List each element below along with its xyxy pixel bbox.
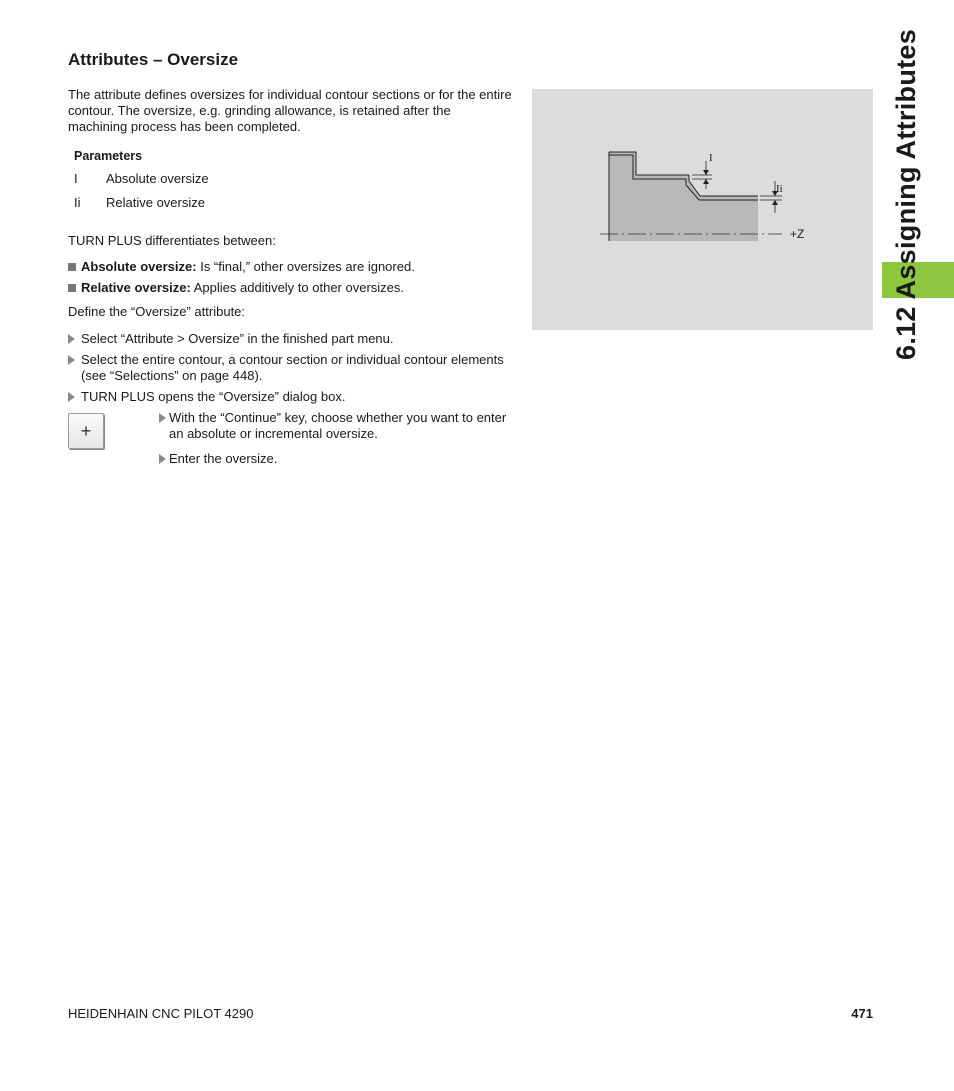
page-number: 471 [851, 1006, 873, 1021]
procedure-lead: Define the “Oversize” attribute: [68, 304, 246, 319]
bullet-text: Is “final,” other oversizes are ignored. [196, 259, 415, 274]
label-z-axis: +Z [790, 227, 805, 241]
step-text: Enter the oversize. [169, 451, 278, 466]
step-text: With the “Continue” key, choose whether you want to enter an absolute or incremental oversize. [169, 410, 507, 441]
square-bullet-icon [68, 284, 76, 292]
bullet-term: Relative oversize: [81, 280, 191, 295]
step-text: TURN PLUS opens the “Oversize” dialog box. [81, 389, 346, 404]
parameter-row [74, 171, 374, 187]
oversize-figure [532, 89, 873, 330]
procedure-step [68, 331, 508, 347]
contour-diagram [532, 89, 873, 330]
section-title: Attributes – Oversize [68, 50, 239, 69]
parameter-label: Relative oversize [106, 195, 205, 210]
parameters-heading: Parameters [74, 149, 143, 163]
intro-paragraph: The attribute defines oversizes for individual contour sections or for the entire contour. The oversize, e.g. grinding allowance, is retained after the machining process has been completed. [68, 87, 512, 134]
chapter-title: 6.12 Assigning Attributes [891, 28, 921, 360]
parameter-symbol: Ii [74, 195, 81, 210]
continue-key-icon: + [68, 413, 104, 449]
bullet-item [68, 259, 513, 275]
procedure-step [159, 451, 514, 467]
parameter-label: Absolute oversize [106, 171, 209, 186]
square-bullet-icon [68, 263, 76, 271]
step-arrow-icon [68, 334, 75, 344]
step-text: Select the entire contour, a contour section or individual contour elements (see “Selections” on page 448). [81, 352, 504, 383]
step-text: Select “Attribute > Oversize” in the finished part menu. [81, 331, 394, 346]
parameter-row [74, 195, 374, 211]
label-i: I [709, 152, 713, 164]
parameter-symbol: I [74, 171, 78, 186]
differentiation-lead: TURN PLUS differentiates between: [68, 233, 276, 248]
step-arrow-icon [68, 355, 75, 365]
step-arrow-icon [159, 413, 166, 423]
procedure-step [68, 352, 508, 384]
bullet-item [68, 280, 513, 296]
step-arrow-icon [159, 454, 166, 464]
label-ii: Ii [776, 183, 783, 195]
procedure-step [159, 410, 514, 442]
footer-product: HEIDENHAIN CNC PILOT 4290 [68, 1006, 254, 1021]
bullet-term: Absolute oversize: [81, 259, 197, 274]
bullet-text: Applies additively to other oversizes. [190, 280, 405, 295]
step-arrow-icon [68, 392, 75, 402]
procedure-step [68, 389, 508, 405]
